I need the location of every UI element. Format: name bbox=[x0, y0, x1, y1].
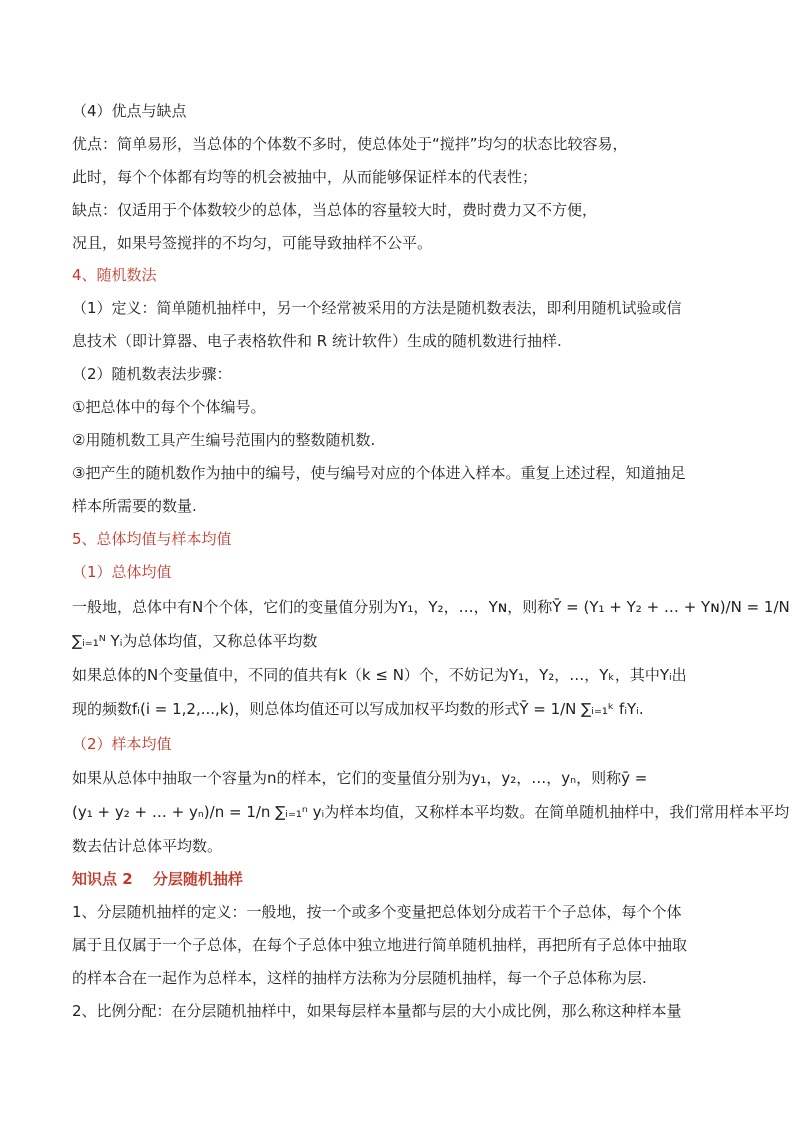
knowledge-point-2-heading: 知识点 2 分层随机抽样 bbox=[72, 870, 243, 888]
definition-text: （1）定义：简单随机抽样中，另一个经常被采用的方法是随机数表法，即利用随机试验或信 bbox=[72, 299, 682, 317]
pros-text: 优点：简单易形，当总体的个体数不多时，使总体处于“搅拌”均匀的状态比较容易， bbox=[72, 135, 628, 153]
cons-text-cont: 况且，如果号签搅拌的不均匀，可能导致抽样不公平。 bbox=[72, 234, 433, 252]
subheading-sample-mean: （2）样本均值 bbox=[72, 735, 172, 753]
heading-random-number-method: 4、随机数法 bbox=[72, 266, 157, 284]
step-2: ②用随机数工具产生编号范围内的整数随机数. bbox=[72, 431, 376, 449]
definition-text-cont: 息技术（即计算器、电子表格软件和 R 统计软件）生成的随机数进行抽样. bbox=[72, 332, 562, 350]
stratified-definition: 1、分层随机抽样的定义：一般地，按一个或多个变量把总体划分成若干个子总体，每个个体 bbox=[72, 903, 682, 921]
sample-mean-text-cont: (y₁ + y₂ + … + yₙ)/n = 1/n ∑ᵢ₌₁ⁿ yᵢ为样本均值，又称样本平均数。在简单随机抽样中，我们常用样本平均 bbox=[72, 803, 790, 821]
step-3: ③把产生的随机数作为抽中的编号，使与编号对应的个体进入样本。重复上述过程，知道抽足 bbox=[72, 464, 686, 482]
cons-text: 缺点：仅适用于个体数较少的总体，当总体的容量较大时，费时费力又不方便， bbox=[72, 201, 598, 219]
heading-means: 5、总体均值与样本均值 bbox=[72, 530, 232, 548]
population-mean-text: 一般地，总体中有N个个体，它们的变量值分别为Y₁，Y₂，…，Yɴ，则称Ȳ = (Y₁ + Y₂ + … + Yɴ)/N = 1/N bbox=[72, 598, 790, 616]
stratified-definition-end: 的样本合在一起作为总样本，这样的抽样方法称为分层随机抽样，每一个子总体称为层. bbox=[72, 969, 647, 987]
population-mean-text-cont: ∑ᵢ₌₁ᴺ Yᵢ为总体均值，又称总体平均数 bbox=[72, 632, 318, 650]
steps-heading: （2）随机数表法步骤： bbox=[72, 365, 232, 383]
subheading-population-mean: （1）总体均值 bbox=[72, 563, 172, 581]
subsection-pros-cons: （4）优点与缺点 bbox=[72, 102, 187, 120]
proportional-allocation: 2、比例分配：在分层随机抽样中，如果每层样本量都与层的大小成比例，那么称这种样本量 bbox=[72, 1002, 682, 1020]
pros-text-cont: 此时，每个个体都有均等的机会被抽中，从而能够保证样本的代表性； bbox=[72, 168, 538, 186]
sample-mean-text-end: 数去估计总体平均数。 bbox=[72, 837, 223, 855]
stratified-definition-cont: 属于且仅属于一个子总体，在每个子总体中独立地进行简单随机抽样，再把所有子总体中抽取 bbox=[72, 936, 688, 954]
step-3-cont: 样本所需要的数量. bbox=[72, 497, 197, 515]
sample-mean-text: 如果从总体中抽取一个容量为n的样本，它们的变量值分别为y₁，y₂，…，yₙ，则称ȳ = bbox=[72, 769, 648, 787]
weighted-mean-text: 如果总体的N个变量值中，不同的值共有k（k ≤ N）个，不妨记为Y₁，Y₂，…，Yₖ，其中Yᵢ出 bbox=[72, 666, 687, 684]
step-1: ①把总体中的每个个体编号。 bbox=[72, 398, 266, 416]
weighted-mean-text-cont: 现的频数fᵢ(i = 1,2,...,k)，则总体均值还可以写成加权平均数的形式Ȳ = 1/N ∑ᵢ₌₁ᵏ fᵢYᵢ. bbox=[72, 700, 644, 718]
